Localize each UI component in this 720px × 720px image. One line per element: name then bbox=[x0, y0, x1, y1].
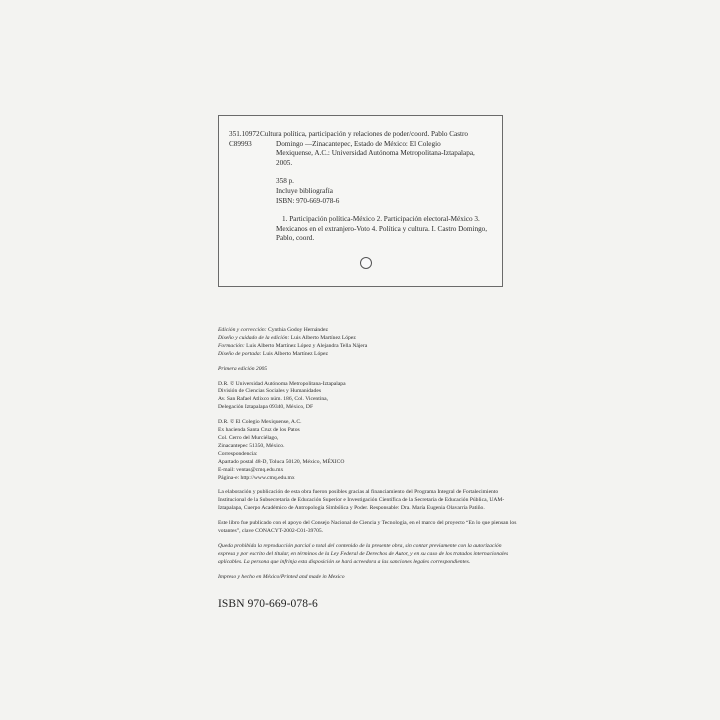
address-line: Col. Cerro del Murciélago, bbox=[218, 434, 279, 441]
printed-in: Impreso y hecho en México/Printed and made in Mexico bbox=[218, 573, 345, 580]
email-line: E-mail: ventas@cmq.edu.mx bbox=[218, 466, 284, 473]
uam-address bbox=[218, 381, 518, 413]
catalog-card bbox=[218, 115, 503, 287]
address-line: Zinacantepec 51350, México. bbox=[218, 442, 285, 449]
call-number-line: 351.10972 bbox=[229, 130, 260, 138]
card-subjects bbox=[260, 215, 496, 244]
card-title-line: Cultura política, participación y relaciones de poder/coord. Pablo Castro bbox=[260, 130, 468, 138]
credit-line: Formación: Luis Alberto Martínez López y Alejandra Tella Nájera bbox=[218, 342, 368, 349]
card-subject-line: Mexicanos en el extranjero-Voto 4. Política y cultura. I. Castro Domingo, bbox=[276, 224, 488, 233]
address-line: Correspondencia: bbox=[218, 450, 258, 457]
card-subject-line: Pablo, coord. bbox=[276, 234, 315, 243]
address-line: Apartado postal 48-D, Toluca 50120, México, MÉXICO bbox=[218, 458, 345, 465]
card-punch-hole-icon bbox=[360, 257, 372, 269]
card-subject-line: 1. Participación política-México 2. Participación electoral-México 3. bbox=[282, 215, 480, 224]
address-line: Delegación Iztapalapa 09340, México, DF bbox=[218, 404, 314, 411]
card-imprint-line: Mexiquense, A.C.: Universidad Autónoma Metropolitana-Iztapalapa, bbox=[276, 149, 475, 158]
conacyt-note: Este libro fue publicado con el apoyo del Consejo Nacional de Ciencia y Tecnología, en el marco del proyecto “En lo que piensan los votantes”, clave CONACYT-2002-C01-39705. bbox=[218, 520, 517, 535]
card-pages: 358 p. bbox=[276, 177, 294, 186]
funding-note: La elaboración y publicación de esta obra fueron posibles gracias al financiamiento del Programa Integral de Fortalecimiento Institucional de la Subsecretaría de Educación Superior e Investigación Científica de la Secretaría de Educación Pública, UAM-Iztapalapa, Cuerpo Académico de Antropología Simbólica y Poder. Responsable: Dra. María Eugenia Olavarría Patiño. bbox=[218, 489, 505, 512]
card-isbn: ISBN: 970-669-078-6 bbox=[276, 196, 340, 205]
card-entry bbox=[260, 130, 496, 244]
card-imprint-line: 2005. bbox=[276, 158, 293, 167]
copyright-notice: Queda prohibida la reproducción parcial o total del contenido de la presente obra, sin contar previamente con la autorización expresa y por escrito del titular, en términos de la Ley Federal de Derechos de Autor, y en su caso de los tratados internacionales aplicables. La persona que infrinja esta disposición se hará acreedora a las sanciones legales correspondientes. bbox=[218, 542, 509, 565]
credit-line: Diseño de portada: Luis Alberto Martínez López bbox=[218, 350, 328, 357]
address-line: D.R. © El Colegio Mexiquense, A.C. bbox=[218, 419, 302, 426]
card-imprint-line: Domingo —Zinacantepec, Estado de México: El Colegio bbox=[276, 139, 441, 148]
call-number bbox=[229, 130, 260, 149]
colophon bbox=[218, 327, 518, 582]
cmq-address bbox=[218, 419, 518, 482]
address-line: Av. San Rafael Atlixco núm. 186, Col. Vicentina, bbox=[218, 396, 329, 403]
card-bibliography-note: Incluye bibliografía bbox=[276, 186, 333, 195]
website-line: Página-e: http://www.cmq.edu.mx bbox=[218, 474, 295, 481]
address-line: Ex hacienda Santa Cruz de los Patos bbox=[218, 427, 300, 434]
credits bbox=[218, 327, 518, 359]
address-line: D.R. © Universidad Autónoma Metropolitana-Iztapalapa bbox=[218, 380, 346, 387]
card-physical-description bbox=[260, 177, 496, 206]
credit-line: Edición y corrección: Cynthia Godoy Hernández bbox=[218, 327, 328, 333]
edition: Primera edición 2005 bbox=[218, 365, 268, 372]
address-line: División de Ciencias Sociales y Humanidades bbox=[218, 388, 321, 395]
credit-line: Diseño y cuidado de la edición: Luis Alberto Martínez López bbox=[218, 334, 356, 341]
isbn: ISBN 970-669-078-6 bbox=[218, 598, 318, 610]
call-number-line: C89993 bbox=[229, 139, 252, 148]
